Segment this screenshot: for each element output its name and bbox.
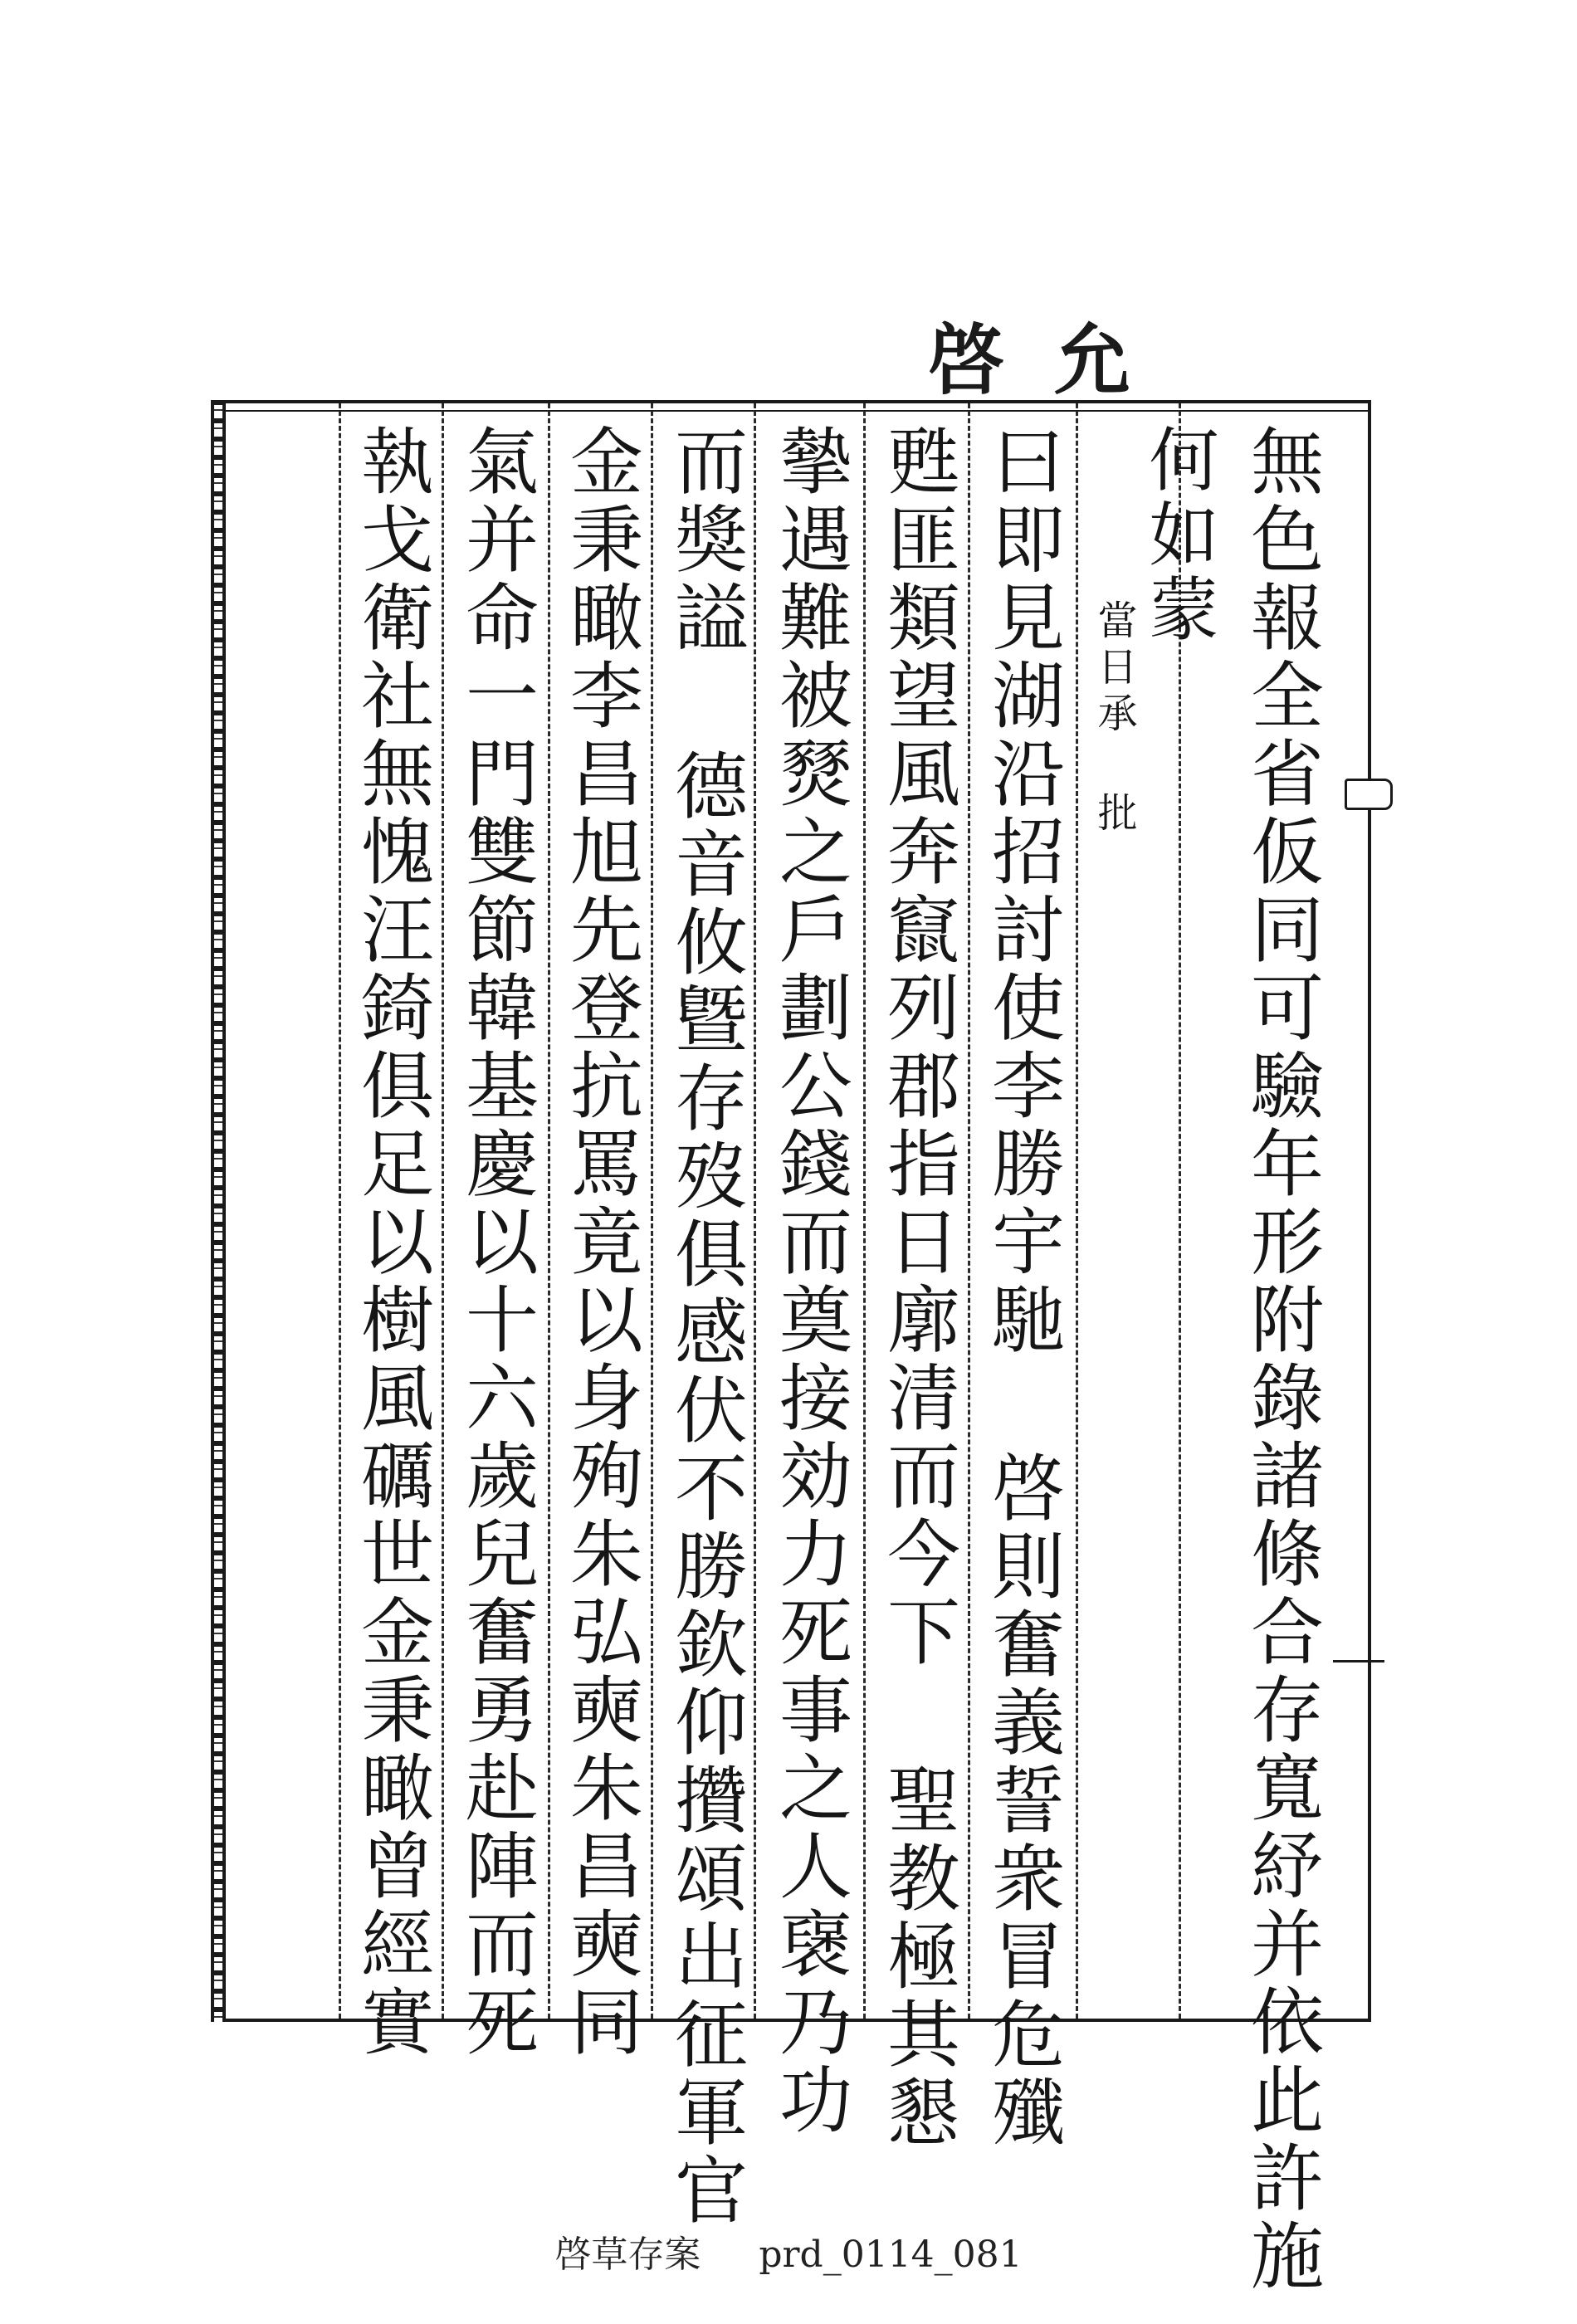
column-rule: [863, 403, 866, 2019]
text-column-4: 甦匪類望風奔竄列郡指日廓清而今下 聖教極其懇: [876, 423, 961, 2152]
column-rule: [651, 403, 653, 2019]
page-footer: [0, 2224, 1577, 2278]
text-column-9: 執戈衛社無愧汪錡俱足以樹風礪世金秉瞰曾經實: [349, 423, 435, 2062]
column-rule: [339, 403, 341, 2019]
text-column-3: 曰即見湖沿招討使李勝宇馳 啓則奮義誓衆冒危殲: [980, 423, 1066, 2152]
annotation-column: 當日承 批: [1091, 599, 1137, 838]
frame-top-rule: [222, 410, 1371, 412]
text-column-8: 氣并命一門雙節韓基慶以十六歲兒奮勇赴陣而死: [454, 423, 540, 2062]
frame-tick-mark: [1333, 1660, 1384, 1662]
text-column-1: 無色報全省仮同可驗年形附錄諸條合存寬紓并依此許施: [1239, 423, 1325, 2296]
column-rule: [548, 403, 550, 2019]
footer-id: prd_0114_081: [759, 2234, 1023, 2276]
text-column-2: 何如蒙: [1138, 423, 1219, 647]
header-left-char: 啓: [928, 315, 1005, 405]
text-column-5: 摰遇難被燹之戶劃公錢而奠接効力死事之人襃乃功: [768, 423, 853, 2140]
column-rule: [1076, 403, 1078, 2019]
column-rule: [754, 403, 756, 2019]
column-rule: [442, 403, 444, 2019]
frame-notch-mark: [1345, 779, 1393, 810]
header-right-char: 允: [1054, 315, 1131, 405]
text-column-7: 金秉瞰李昌旭先登抗罵竟以身殉朱弘奭朱昌奭同: [559, 423, 644, 2062]
column-rule: [968, 403, 970, 2019]
footer-title: 啓草存案: [554, 2234, 701, 2276]
text-column-6: 而獎謚 德音攸曁存歿俱感伏不勝欽仰攢頌出征軍官: [663, 423, 749, 2230]
